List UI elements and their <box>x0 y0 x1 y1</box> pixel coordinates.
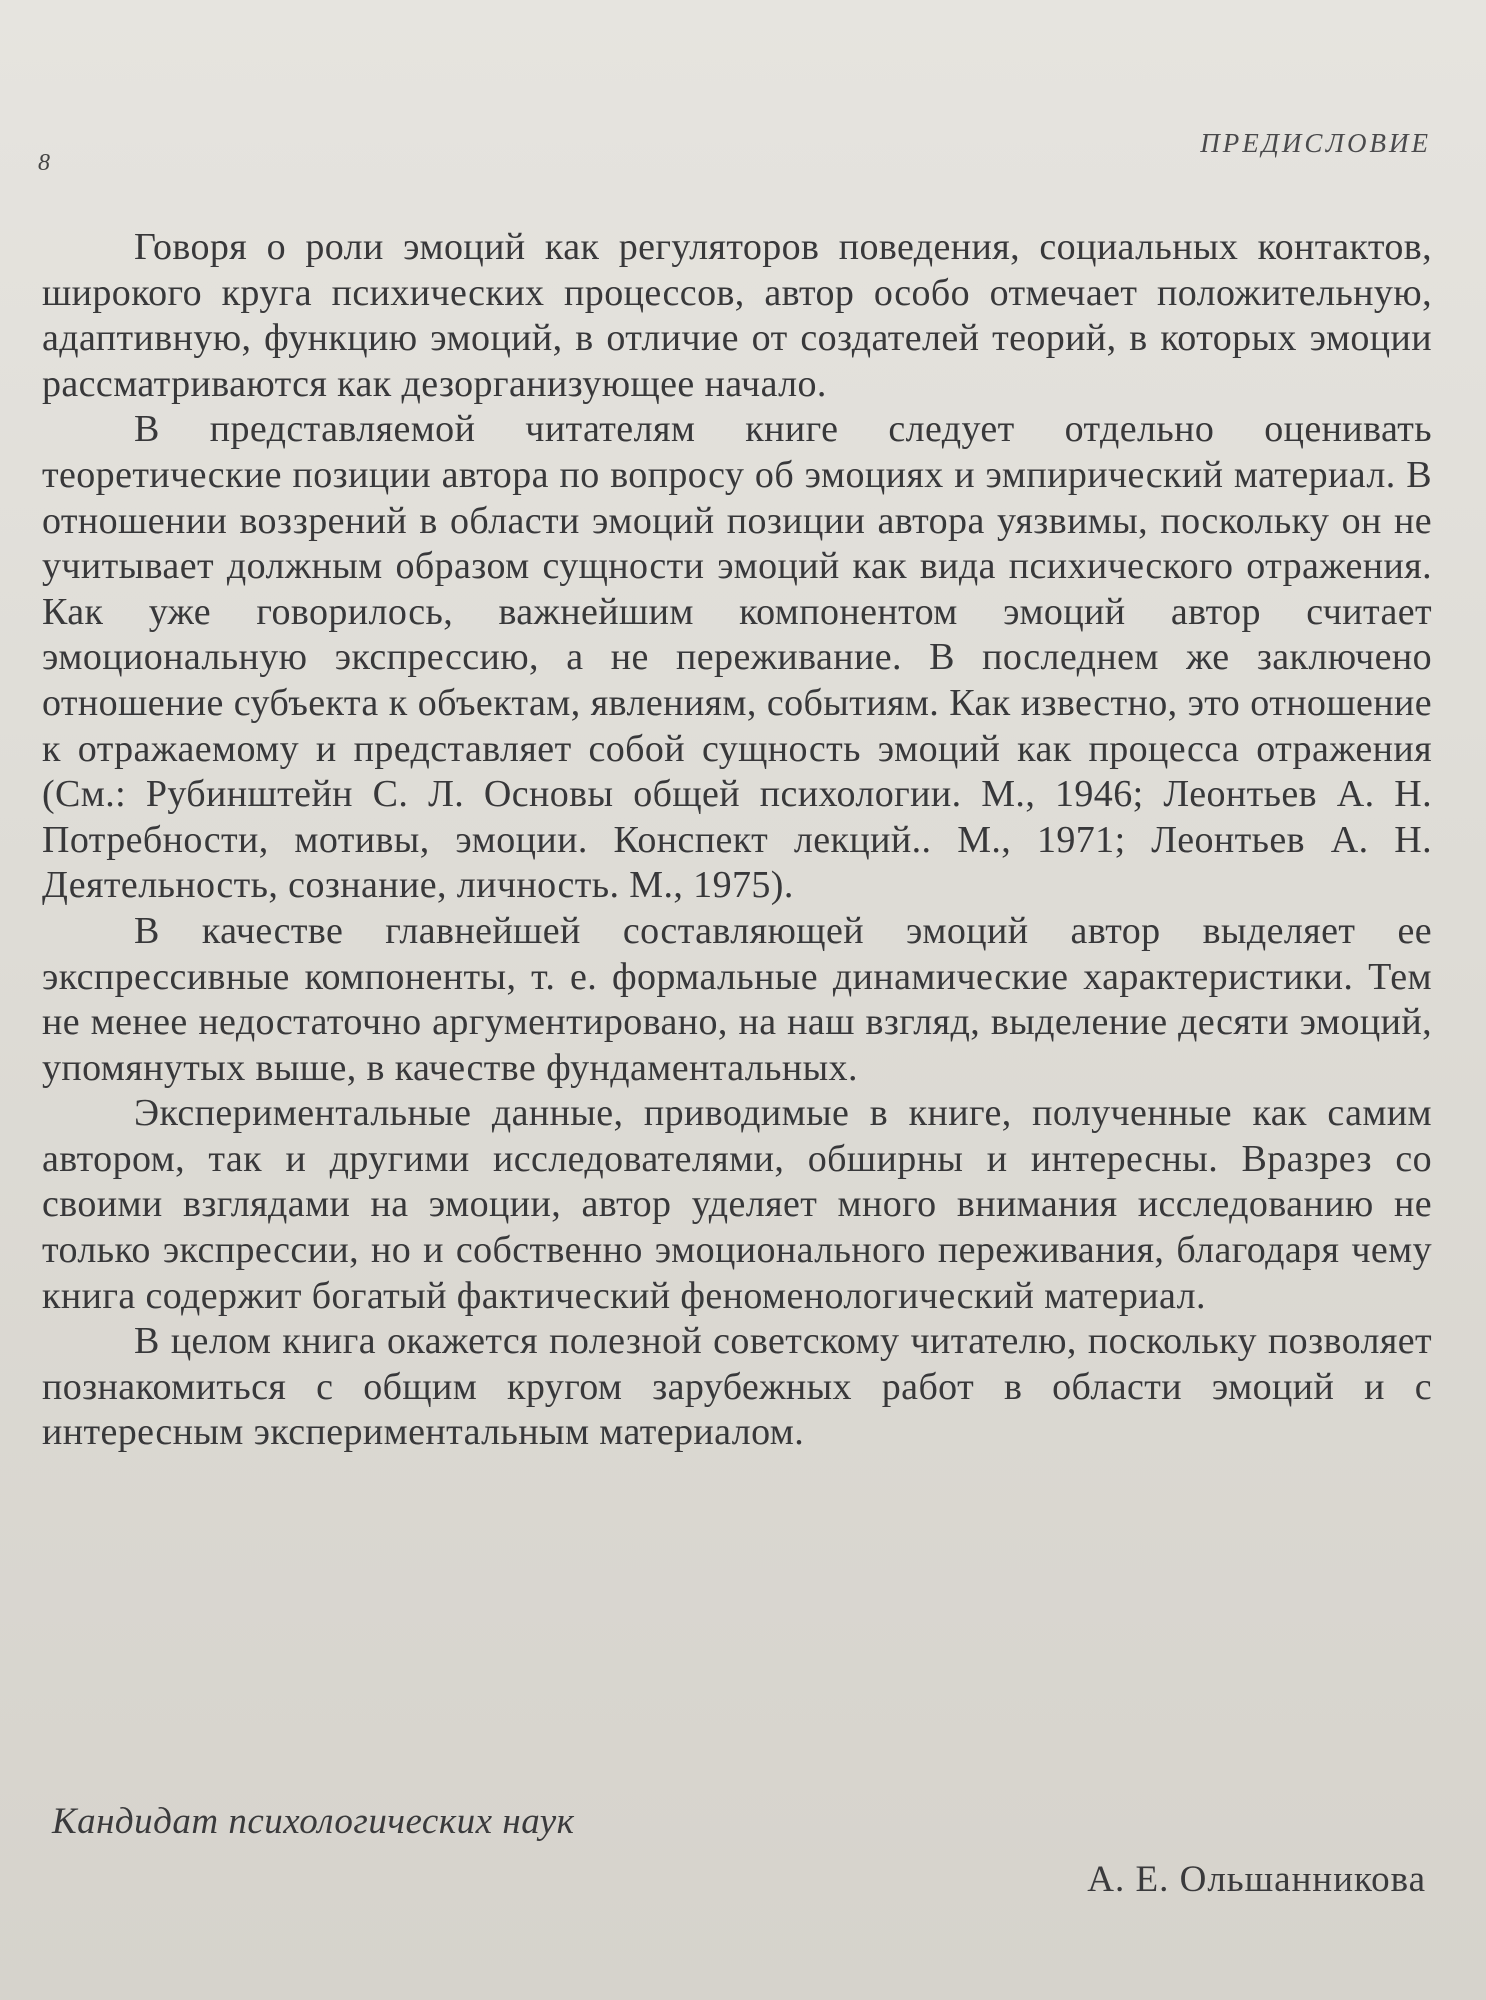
signature <box>52 1800 1426 1910</box>
paragraph: Говоря о роли эмоций как регуляторов поведения, социальных контактов, широкого круга психических процессов, автор особо отмечает положительную, адаптивную, функцию эмоций, в отличие от создателей теорий, в которых эмоции рассматриваются как дезорганизующее начало. <box>42 226 1432 405</box>
author-name: А. Е. Ольшанникова <box>1087 1859 1426 1900</box>
paragraph: В качестве главнейшей составляющей эмоций автор выделяет ее экспрессивные компоненты, т. е. формальные динамические характеристики. Тем не менее недостаточно аргументировано, на наш взгляд, выделение десяти эмоций, упомянутых выше, в качестве фундаментальных. <box>42 909 1432 1089</box>
paragraph: Экспериментальные данные, приводимые в книге, полученные как самим автором, так и другими исследователями, обширны и интересны. Вразрез со своими взглядами на эмоции, автор уделяет много внимания исследованию не только экспрессии, но и собственно эмоционального переживания, благодаря чему книга содержит богатый фактический феноменологический материал. <box>42 1092 1432 1317</box>
author-degree: Кандидат психологических наук <box>52 1801 575 1842</box>
page-number: 8 <box>38 150 50 176</box>
section-title: ПРЕДИСЛОВИЕ <box>1200 128 1431 158</box>
running-head <box>38 128 1431 176</box>
body-text <box>42 225 1432 1456</box>
paragraph: В целом книга окажется полезной советскому читателю, поскольку позволяет познакомиться с общим кругом зарубежных работ в области эмоций и с интересным экспериментальным материалом. <box>42 1320 1432 1454</box>
paragraph: В представляемой читателям книге следует отдельно оценивать теоретические позиции автора по вопросу об эмоциях и эмпирический материал. В отношении воззрений в области эмоций позиции автора уязвимы, поскольку он не учитывает должным образом сущности эмоций как вида психического отражения. Как уже говорилось, важнейшим компонентом эмоций автор считает эмоциональную экспрессию, а не переживание. В последнем же заключено отношение субъекта к объектам, явлениям, событиям. Как известно, это отношение к отражаемому и представляет собой сущность эмоций как процесса отражения (См.: Рубинштейн С. Л. Основы общей психологии. М., 1946; Леонтьев А. Н. Потребности, мотивы, эмоции. Конспект лекций.. М., 1971; Леонтьев А. Н. Деятельность, сознание, личность. М., 1975). <box>42 408 1432 907</box>
